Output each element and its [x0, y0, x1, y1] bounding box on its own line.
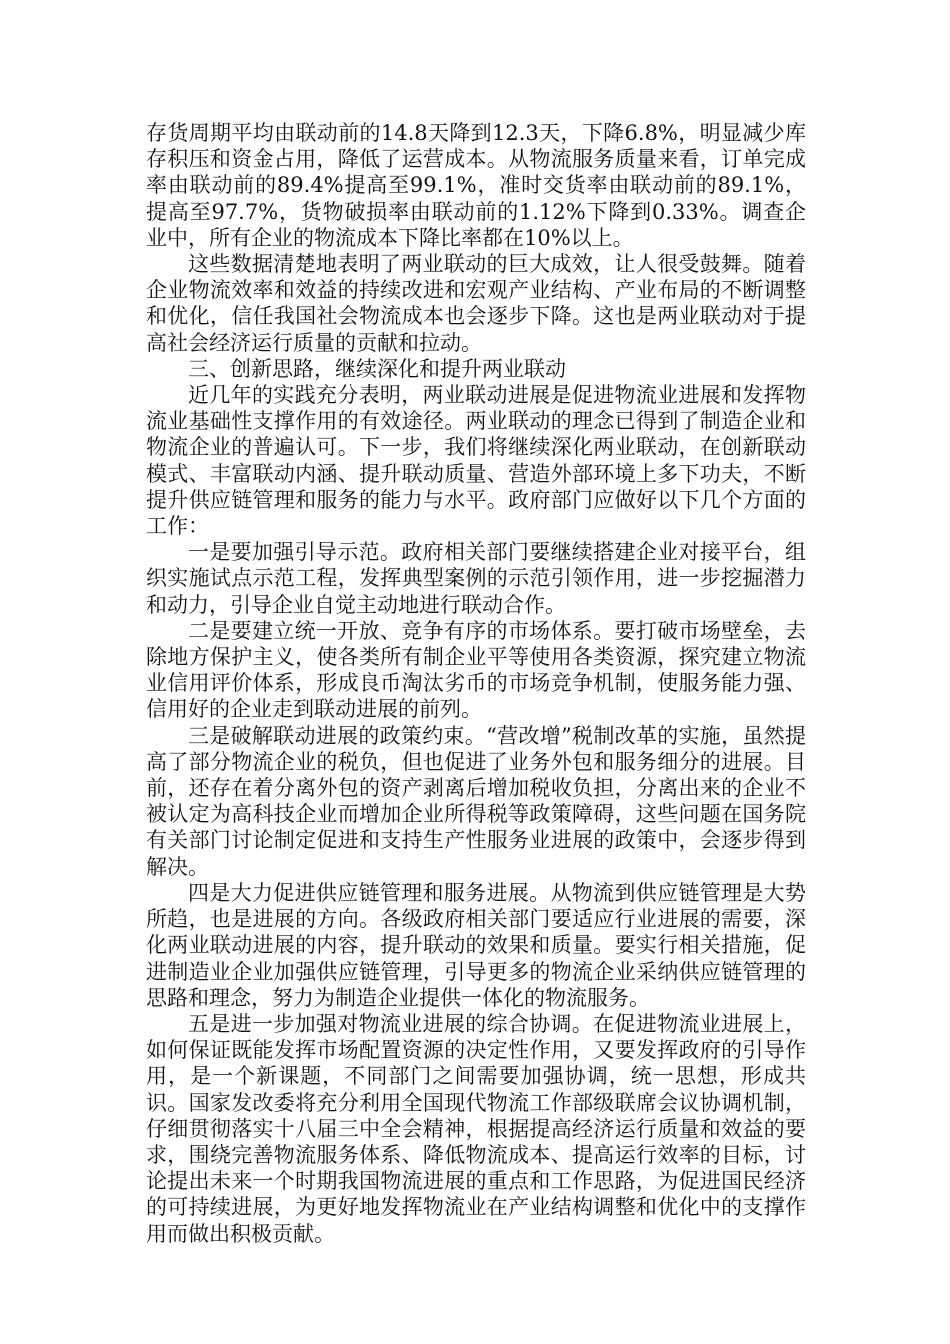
- paragraph-market-system: 二是要建立统一开放、竞争有序的市场体系。要打破市场壁垒，去除地方保护主义，使各类所有制企业平等使用各类资源，探究建立物流业信用评价体系，形成良币淘汰劣币的市场竞争机制，使服务能力强、信用好的企业走到联动进展的前列。: [146, 618, 806, 722]
- paragraph-inventory-data: 存货周期平均由联动前的14.8天降到12.3天，下降6.8%，明显减少库存积压和资金占用，降低了运营成本。从物流服务质量来看，订单完成率由联动前的89.4%提高至99.1%，准时交货率由联动前的89.1%，提高至97.7%，货物破损率由联动前的1.12%下降到0.33%。调查企业中，所有企业的物流成本下降比率都在10%以上。: [146, 121, 806, 250]
- paragraph-policy-constraints: 三是破解联动进展的政策约束。“营改增”税制改革的实施，虽然提高了部分物流企业的税负，但也促进了业务外包和服务细分的进展。目前，还存在着分离外包的资产剥离后增加税收负担，分离出来的企业不被认定为高科技企业而增加企业所得税等政策障碍，这些问题在国务院有关部门讨论制定促进和支持生产性服务业进展的政策中，会逐步得到解决。: [146, 723, 806, 879]
- section-heading-three: 三、创新思路，继续深化和提升两业联动: [188, 356, 566, 381]
- document-page: [146, 120, 806, 1247]
- paragraph-guidance-demonstration: 一是要加强引导示范。政府相关部门要继续搭建企业对接平台，组织实施试点示范工程，发挥典型案例的示范引领作用，进一步挖掘潜力和动力，引导企业自觉主动地进行联动合作。: [146, 540, 806, 617]
- paragraph-coordination: 五是进一步加强对物流业进展的综合协调。在促进物流业进展上，如何保证既能发挥市场配置资源的决定性作用，又要发挥政府的引导作用，是一个新课题，不同部门之间需要加强协调，统一思想，形成共识。国家发改委将充分利用全国现代物流工作部级联席会议协调机制，仔细贯彻落实十八届三中全会精神，根据提高经济运行质量和效益的要求，围绕完善物流服务体系、降低物流成本、提高运行效率的目标，讨论提出未来一个时期我国物流进展的重点和工作思路，为促进国民经济的可持续进展，为更好地发挥物流业在产业结构调整和优化中的支撑作用而做出积极贡献。: [146, 1011, 806, 1246]
- paragraph-practice-conclusion: 近几年的实践充分表明，两业联动进展是促进物流业进展和发挥物流业基础性支撑作用的有效途径。两业联动的理念已得到了制造企业和物流企业的普遍认可。下一步，我们将继续深化两业联动，在创新联动模式、丰富联动内涵、提升联动质量、营造外部环境上多下功夫，不断提升供应链管理和服务的能力与水平。政府部门应做好以下几个方面的工作：: [146, 383, 806, 539]
- paragraph-supply-chain: 四是大力促进供应链管理和服务进展。从物流到供应链管理是大势所趋，也是进展的方向。各级政府相关部门要适应行业进展的需要，深化两业联动进展的内容，提升联动的效果和质量。要实行相关措施，促进制造业企业加强供应链管理，引导更多的物流企业采纳供应链管理的思路和理念，努力为制造企业提供一体化的物流服务。: [146, 880, 806, 1010]
- paragraph-results-summary: 这些数据清楚地表明了两业联动的巨大成效，让人很受鼓舞。随着企业物流效率和效益的持续改进和宏观产业结构、产业布局的不断调整和优化，信任我国社会物流成本也会逐步下降。这也是两业联动对于提高社会经济运行质量的贡献和拉动。: [146, 252, 806, 355]
